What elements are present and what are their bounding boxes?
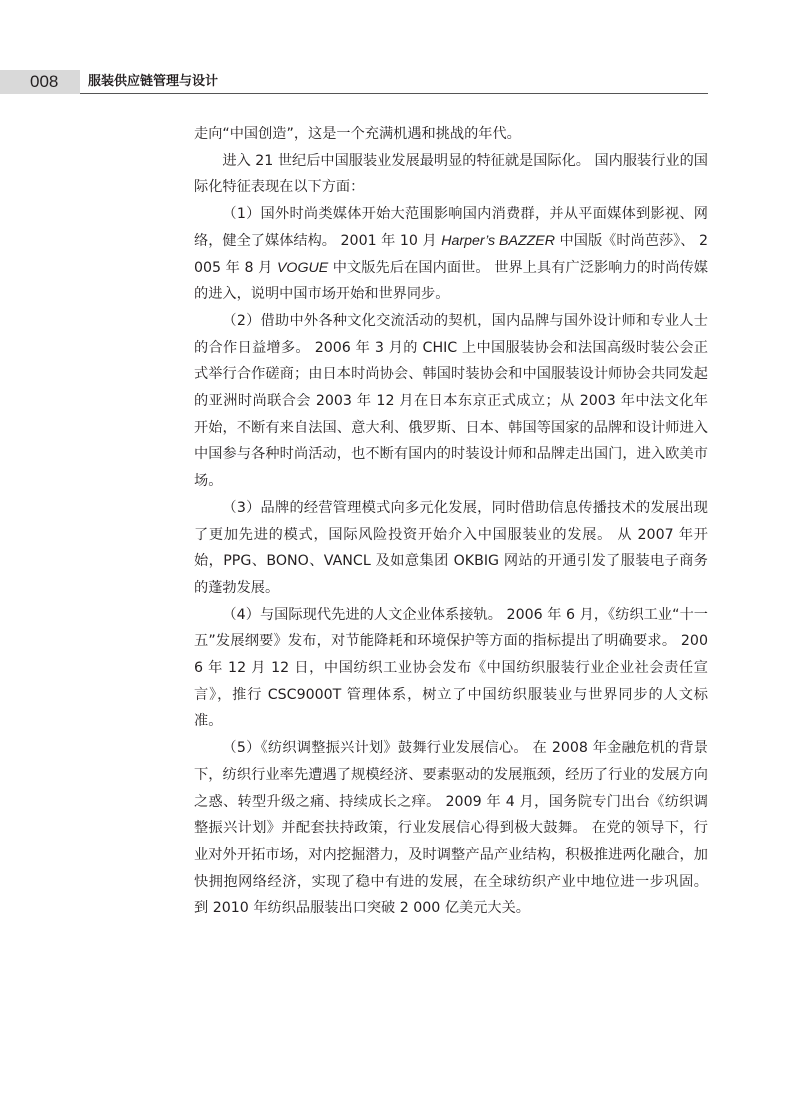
paragraph-3 <box>194 201 708 308</box>
paragraph-3-text-c: 中文版先后在国内面世。 世界上具有广泛影响力的时尚传媒的进入，说明中国市场开始和世界同步。 <box>194 259 708 303</box>
magazine-title-harpers-bazaar: Harper’s BAZZER <box>441 232 556 249</box>
page-number: 008 <box>30 72 59 91</box>
body-text <box>194 121 708 922</box>
paragraph-2: 进入 21 世纪后中国服装业发展最明显的特征就是国际化。 国内服装行业的国际化特征表现在以下方面： <box>194 152 708 196</box>
paragraph-4: （2）借助中外各种文化交流活动的契机，国内品牌与国外设计师和专业人士的合作日益增多。 2006 年 3 月的 CHIC 上中国服装协会和法国高级时装公会正式举行合作磋商；由日本时尚协会、韩国时装协会和中国服装设计师协会共同发起的亚洲时尚联合会 2003 年 12 月在日本东京正式成立；从 2003 年中法文化年开始，不断有来自法国、意大利、俄罗斯、日本、韩国等国家的品牌和设计师进入中国参与各种时尚活动，也不断有国内的时装设计师和品牌走出国门，进入欧美市场。 <box>194 312 708 490</box>
running-title: 服装供应链管理与设计 <box>88 74 219 89</box>
paragraph-6: （4）与国际现代先进的人文企业体系接轨。 2006 年 6 月，《纺织工业“十一五”发展纲要》发布，对节能降耗和环境保护等方面的指标提出了明确要求。 2006 年 12 月 12 日，中国纺织工业协会发布《中国纺织服装行业企业社会责任宣言》，推行 CSC9000T 管理体系，树立了中国纺织服装业与世界同步的人文标准。 <box>194 606 708 730</box>
paragraph-3-text-b: 中国版《时尚芭莎》、 2005 年 8 月 <box>194 232 709 276</box>
paragraph-7: （5）《纺织调整振兴计划》鼓舞行业发展信心。 在 2008 年金融危机的背景下，纺织行业率先遭遇了规模经济、要素驱动的发展瓶颈，经历了行业的发展方向之惑、转型升级之痛、持续成长之痒。 2009 年 4 月，国务院专门出台《纺织调整振兴计划》并配套扶持政策，行业发展信心得到极大鼓舞。 在党的领导下，行业对外开拓市场，对内挖掘潜力，及时调整产品产业结构，积极推进两化融合，加快拥抱网络经济，实现了稳中有进的发展，在全球纺织产业中地位进一步巩固。 到 2010 年纺织品服装出口突破 2 000 亿美元大关。 <box>194 740 708 917</box>
paragraph-3-text-a: （1）国外时尚类媒体开始大范围影响国内消费群，并从平面媒体到影视、网络，健全了媒体结构。 2001 年 10 月 <box>194 206 708 249</box>
paragraph-5: （3）品牌的经营管理模式向多元化发展，同时借助信息传播技术的发展出现了更加先进的模式，国际风险投资开始介入中国服装业的发展。 从 2007 年开始，PPG、BONO、VANCL 及如意集团 OKBIG 网站的开通引发了服装电子商务的蓬勃发展。 <box>194 499 708 596</box>
header-rule <box>80 93 708 94</box>
paragraph-1: 走向“中国创造”，这是一个充满机遇和挑战的年代。 <box>194 126 521 142</box>
magazine-title-vogue: VOGUE <box>276 259 329 276</box>
page-header <box>0 0 800 100</box>
